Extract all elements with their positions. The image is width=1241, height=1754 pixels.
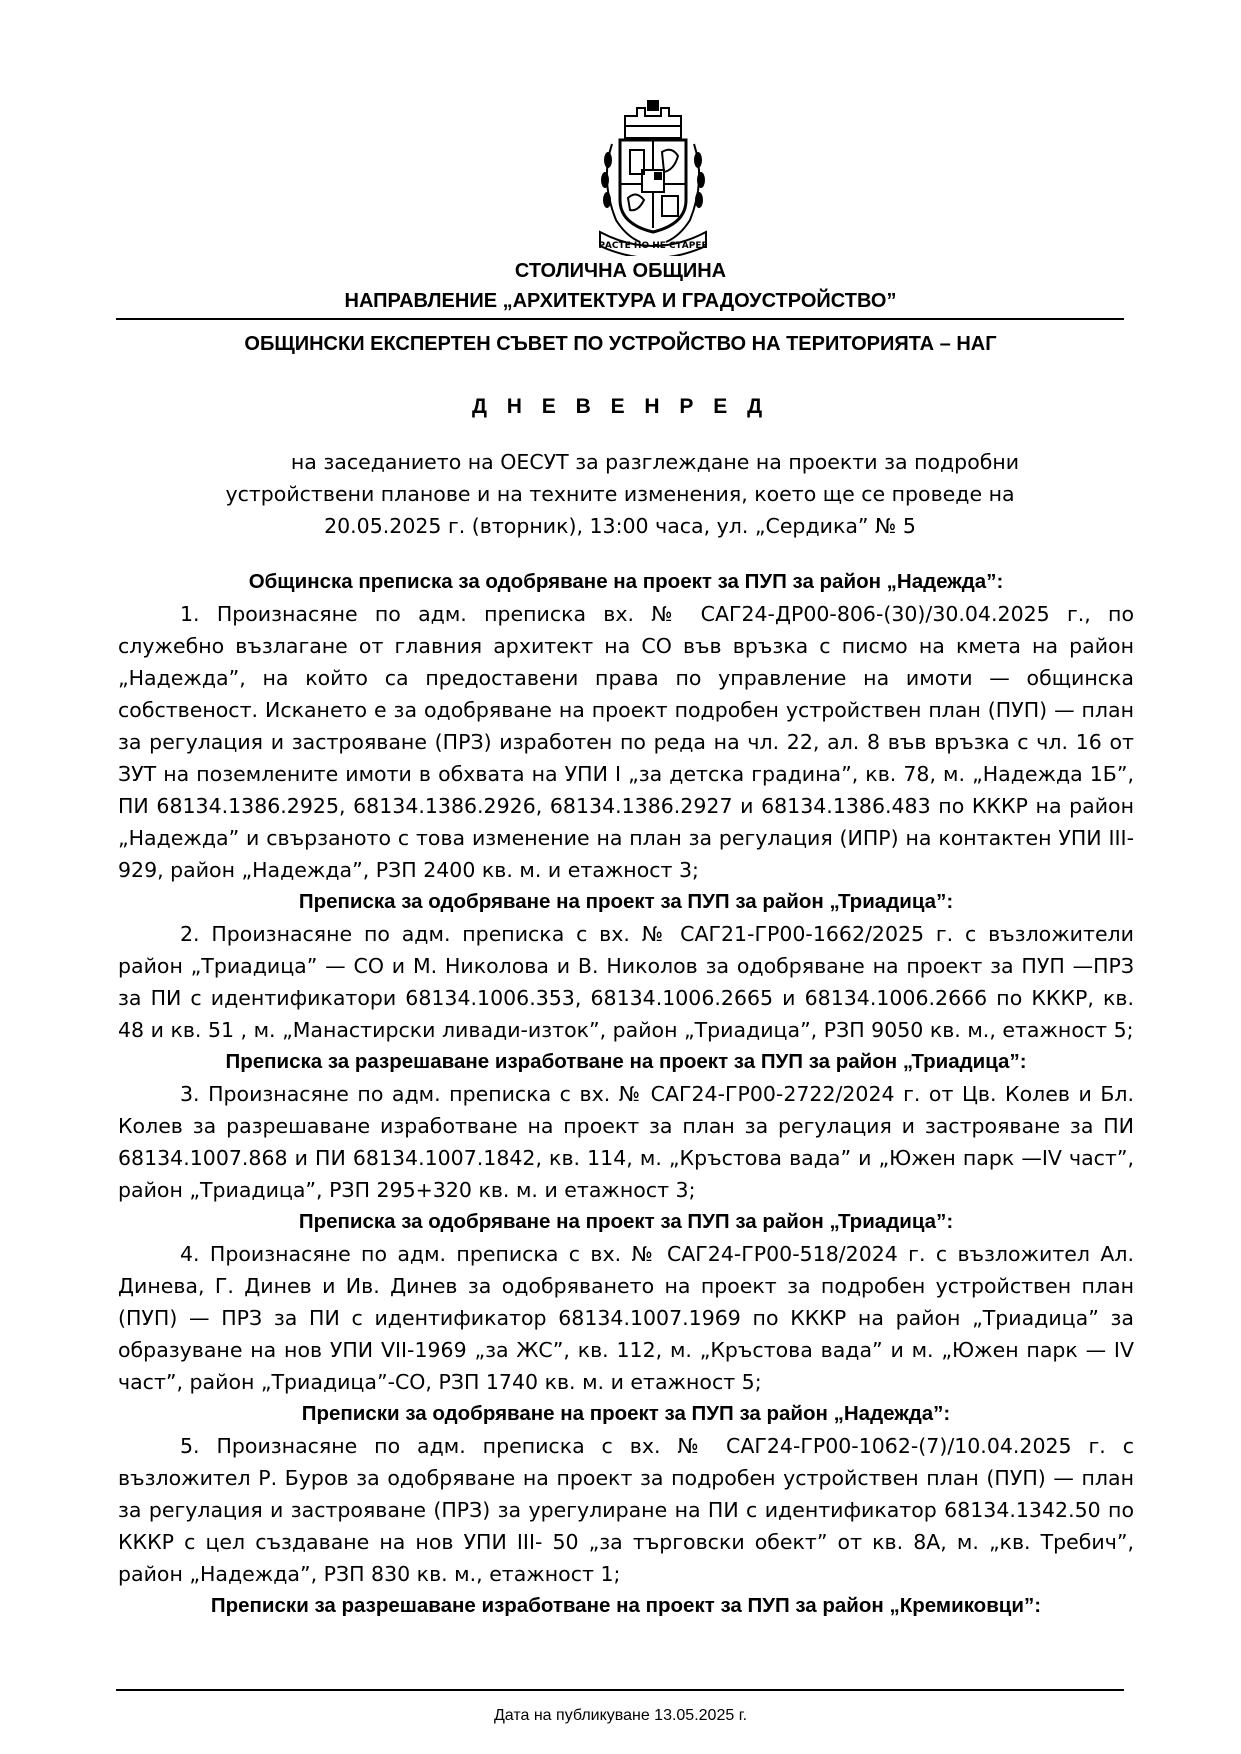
crest-motto: РАСТЕ НО НЕ СТАРЕЕ — [598, 241, 708, 251]
intro-line: устройствени планове и на техните изменения, което ще се проведе на — [225, 482, 1015, 506]
directorate-name: НАПРАВЛЕНИЕ „АРХИТЕКТУРА И ГРАДОУСТРОЙСТВО” — [344, 290, 897, 312]
publication-date: Дата на публикуване 13.05.2025 г. — [493, 1707, 748, 1724]
footer-divider — [116, 1689, 1124, 1691]
intro-line: 20.05.2025 г. (вторник), 13:00 часа, ул. „Сердика” № 5 — [324, 514, 916, 538]
section-heading: Преписки за одобряване на проект за ПУП за район „Надежда”: — [301, 1402, 951, 1425]
section-heading: Преписки за разрешаване изработване на проект за ПУП за район „Кремиковци”: — [210, 1594, 1042, 1617]
agenda-title: Д Н Е В Е Н Р Е Д — [471, 395, 770, 418]
section-heading: Преписка за разрешаване изработване на проект за ПУП за район „Триадица”: — [225, 1050, 1027, 1073]
section-heading: Преписка за одобряване на проект за ПУП за район „Триадица”: — [298, 1210, 954, 1233]
agenda-item: 5. Произнасяне по адм. преписка с вх. № САГ24-ГР00-1062-(7)/10.04.2025 г. с възложител Р. Буров за одобряване на проект за подробен устройствен план (ПУП) — план за регулация и застрояване (ПРЗ) за урегулиране на ПИ с идентификатор 68134.1342.50 по КККР с цел създаване на нов УПИ III- 50 „за търговски обект” от кв. 8А, м. „кв. Требич”, район „Надежда”, РЗП 830 кв. м., етажност 1; — [118, 1434, 1134, 1586]
sofia-coat-of-arms-icon — [590, 100, 716, 256]
agenda-item: 4. Произнасяне по адм. преписка с вх. № САГ24-ГР00-518/2024 г. с възложител Ал. Динева, Г. Динев и Ив. Динев за одобряването на проект за подробен устройствен план (ПУП) — ПРЗ за ПИ с идентификатор 68134.1007.1969 по КККР на район „Триадица” за образуване на нов УПИ VII-1969 „за ЖС”, кв. 112, м. „Кръстова вада” и м. „Южен парк — IV част”, район „Триадица”-СО, РЗП 1740 кв. м. и етажност 5; — [118, 1242, 1134, 1394]
section-heading: Преписка за одобряване на проект за ПУП за район „Триадица”: — [298, 890, 954, 913]
agenda-intro — [180, 446, 1060, 542]
agenda-body — [118, 566, 1134, 1622]
agenda-item: 1. Произнасяне по адм. преписка вх. № САГ24-ДР00-806-(30)/30.04.2025 г., по служебно възлагане от главния архитект на СО във връзка с писмо на кмета на район „Надежда”, на който са предоставени права по управление на имоти — общинска собственост. Искането е за одобряване на проект подробен устройствен план (ПУП) — план за регулация и застрояване (ПРЗ) изработен по реда на чл. 22, ал. 8 във връзка с чл. 16 от ЗУТ на поземлените имоти в обхвата на УПИ I „за детска градина”, кв. 78, м. „Надежда 1Б”, ПИ 68134.1386.2925, 68134.1386.2926, 68134.1386.2927 и 68134.1386.483 по КККР на район „Надежда” и свързаното с това изменение на план за регулация (ИПР) на контактен УПИ III-929, район „Надежда”, РЗП 2400 кв. м. и етажност 3; — [118, 602, 1134, 882]
header-divider — [116, 318, 1124, 320]
agenda-item: 2. Произнасяне по адм. преписка с вх. № САГ21-ГР00-1662/2025 г. с възложители район „Триадица” — СО и М. Николова и В. Николов за одобряване на проект за ПУП —ПРЗ за ПИ с идентификатори 68134.1006.353, 68134.1006.2665 и 68134.1006.2666 по КККР, кв. 48 и кв. 51 , м. „Манастирски ливади-изток”, район „Триадица”, РЗП 9050 кв. м., етажност 5; — [118, 922, 1134, 1042]
organization-header — [0, 256, 1241, 316]
section-heading: Общинска преписка за одобряване на проект за ПУП за район „Надежда”: — [248, 570, 1004, 593]
org-name: СТОЛИЧНА ОБЩИНА — [514, 260, 727, 282]
agenda-item: 3. Произнасяне по адм. преписка с вх. № САГ24-ГР00-2722/2024 г. от Цв. Колев и Бл. Колев за разрешаване изработване на проект за план за регулация и застрояване за ПИ 68134.1007.868 и ПИ 68134.1007.1842, кв. 114, м. „Кръстова вада” и „Южен парк —IV част”, район „Триадица”, РЗП 295+320 кв. м. и етажност 3; — [118, 1082, 1134, 1202]
intro-line: на заседанието на ОЕСУТ за разглеждане на проекти за подробни — [290, 450, 1020, 474]
council-name: ОБЩИНСКИ ЕКСПЕРТЕН СЪВЕТ ПО УСТРОЙСТВО НА ТЕРИТОРИЯТА – НАГ — [244, 333, 997, 355]
